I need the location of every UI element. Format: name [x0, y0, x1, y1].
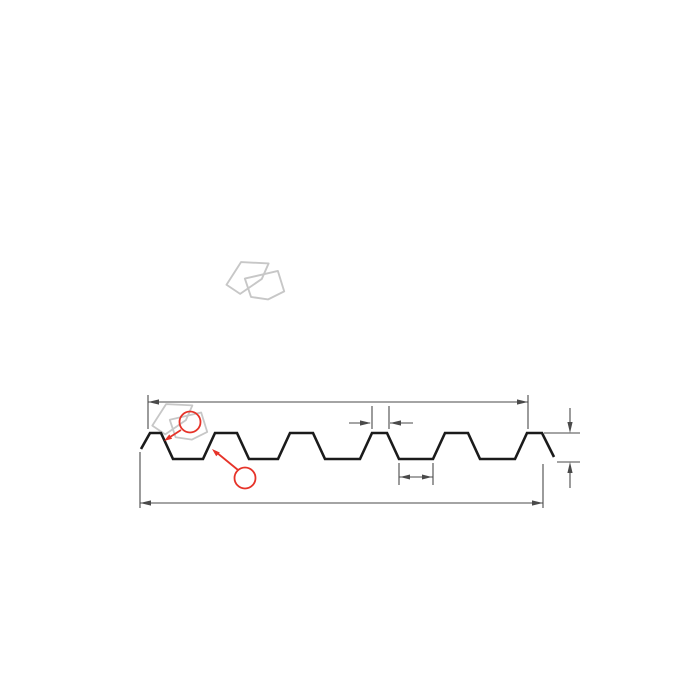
- callout-a: [164, 412, 201, 442]
- dimension-valley-width: [399, 463, 433, 485]
- metall-profil-logo-icon: [224, 258, 285, 304]
- callout-b: [212, 449, 256, 489]
- watermark-3d: [224, 258, 285, 304]
- dimension-overall-width: [140, 452, 543, 508]
- cross-section-profile-outline: [141, 433, 554, 459]
- dimension-crest-width: [349, 406, 413, 429]
